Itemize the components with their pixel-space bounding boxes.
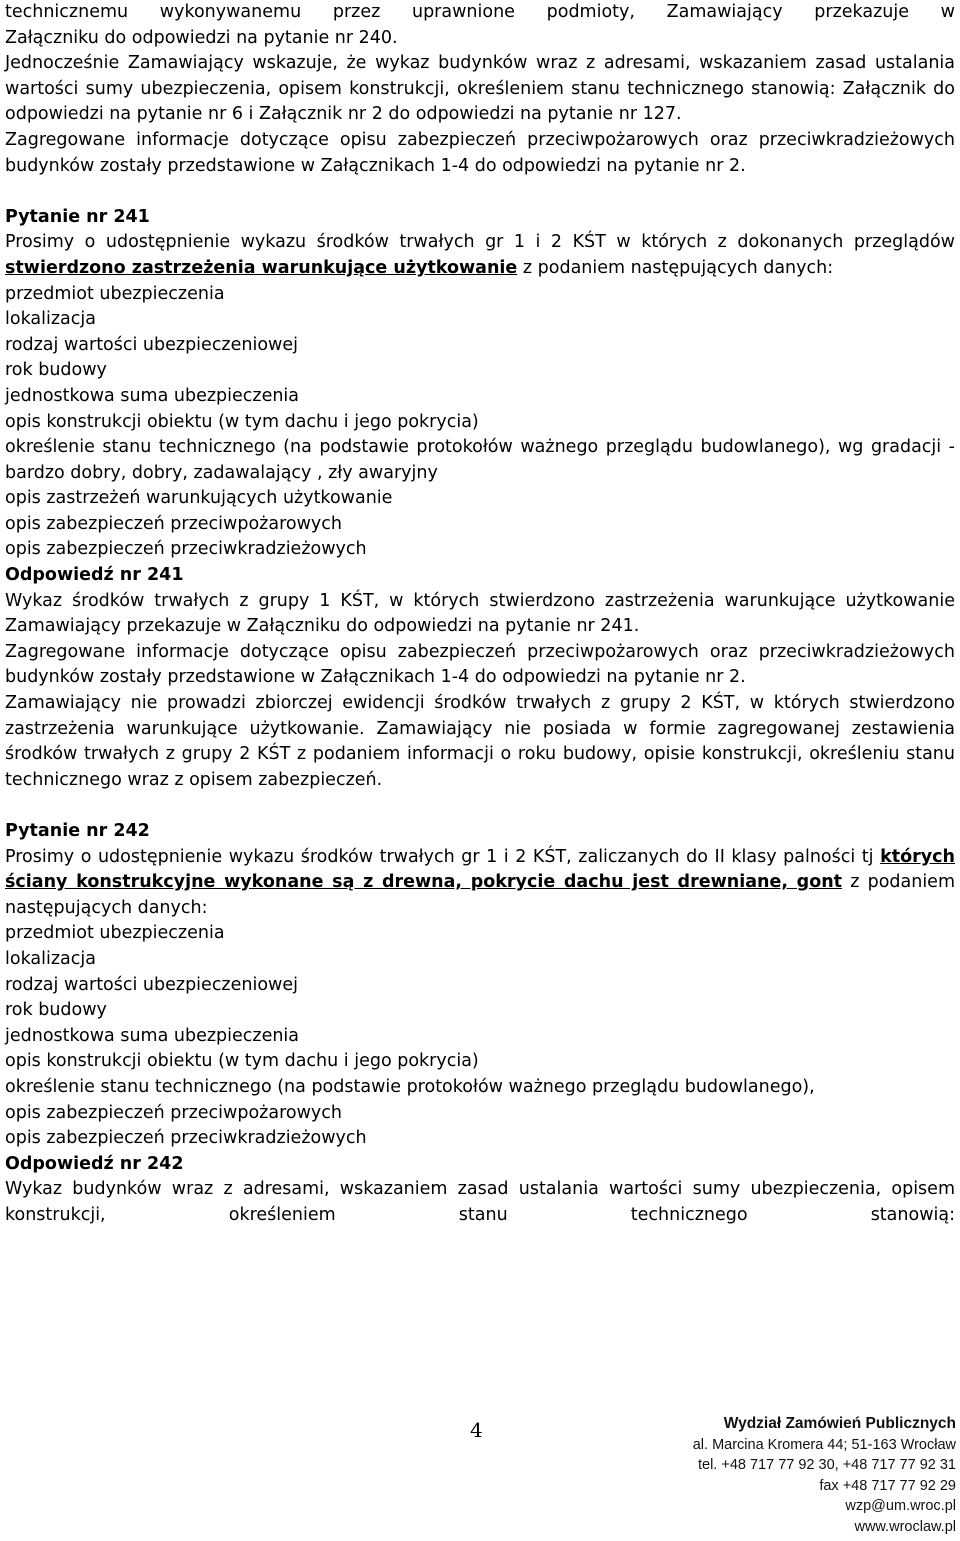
list-item: rok budowy <box>5 360 107 381</box>
document-page <box>5 0 955 1229</box>
list-item: przedmiot ubezpieczenia <box>5 283 225 304</box>
footer-address-block <box>693 1414 956 1538</box>
continuation-line-2: Załączniku do odpowiedzi na pytanie nr 240. <box>5 27 398 48</box>
answer-241-paragraph-3: Zamawiający nie prowadzi zbiorczej ewidencji środków trwałych z grupy 2 KŚT, w których stwierdzono zastrzeżenia warunkujące użytkowanie. Zamawiający nie posiada w formie zagregowanej zestawienia środków trwałych z grupy 2 KŚT z podaniem informacji o roku budowy, opisie konstrukcji, określeniu stanu technicznego wraz z opisem zabezpieczeń. <box>5 693 955 790</box>
list-item: lokalizacja <box>5 948 96 969</box>
list-item: jednostkowa suma ubezpieczenia <box>5 385 300 406</box>
list-item: rodzaj wartości ubezpieczeniowej <box>5 974 298 995</box>
answer-242-paragraph-1: Wykaz budynków wraz z adresami, wskazaniem zasad ustalania wartości sumy ubezpieczenia, opisem konstrukcji, określeniem stanu technicznego stanowią: <box>5 1179 955 1225</box>
paragraph-attachments: Jednocześnie Zamawiający wskazuje, że wykaz budynków wraz z adresami, wskazaniem zasad ustalania wartości sumy ubezpieczenia, opisem konstrukcji, określeniem stanu technicznego stanowią: Załącznik do odpowiedzi na pytanie nr 6 i Załącznik nr 2 do odpowiedzi na pytanie nr 127. <box>5 53 955 125</box>
question-242-intro-text: Prosimy o udostępnienie wykazu środków trwałych gr 1 i 2 KŚT, zaliczanych do II klasy palności tj <box>5 846 874 867</box>
list-item: rodzaj wartości ubezpieczeniowej <box>5 334 298 355</box>
answer-241-paragraph-2: Zagregowane informacje dotyczące opisu zabezpieczeń przeciwpożarowych oraz przeciwkradzieżowych budynków zostały przedstawione w Załącznikach 1-4 do odpowiedzi na pytanie nr 2. <box>5 641 955 688</box>
answer-242-heading: Odpowiedź nr 242 <box>5 1153 184 1174</box>
question-241-emphasis: stwierdzono zastrzeżenia warunkujące użytkowanie <box>5 257 518 278</box>
question-242-heading: Pytanie nr 242 <box>5 821 150 841</box>
question-242-intro-tail: z podaniem następujących danych: <box>5 872 955 918</box>
question-241-intro-tail: z podaniem następujących danych: <box>522 257 834 278</box>
list-item: opis konstrukcji obiektu (w tym dachu i jego pokrycia) <box>5 1051 479 1072</box>
footer-email: wzp@um.wroc.pl <box>845 1498 956 1515</box>
question-242-emphasis: których ściany konstrukcyjne wykonane są z drewna, pokrycie dachu jest drewniane, gont <box>5 846 955 893</box>
list-item: opis zabezpieczeń przeciwkradzieżowych <box>5 1128 367 1149</box>
paragraph-aggregated-info: Zagregowane informacje dotyczące opisu zabezpieczeń przeciwpożarowych oraz przeciwkradzieżowych budynków zostały przedstawione w Załącznikach 1-4 do odpowiedzi na pytanie nr 2. <box>5 129 955 176</box>
list-item: opis zabezpieczeń przeciwkradzieżowych <box>5 539 367 560</box>
list-item: rok budowy <box>5 1000 107 1021</box>
footer-fax: fax +48 717 77 92 29 <box>819 1477 956 1494</box>
answer-241-paragraph-1: Wykaz środków trwałych z grupy 1 KŚT, w których stwierdzono zastrzeżenia warunkujące użytkowanie Zamawiający przekazuje w Załączniku do odpowiedzi na pytanie nr 241. <box>5 590 955 637</box>
list-item: opis zastrzeżeń warunkujących użytkowanie <box>5 488 393 509</box>
footer-title: Wydział Zamówień Publicznych <box>723 1415 956 1432</box>
list-item: lokalizacja <box>5 309 96 330</box>
footer-phone: tel. +48 717 77 92 30, +48 717 77 92 31 <box>697 1457 956 1474</box>
answer-241-heading: Odpowiedź nr 241 <box>5 565 184 586</box>
question-242-intro <box>5 845 955 922</box>
list-item-tech-state: określenie stanu technicznego (na podstawie protokołów ważnego przeglądu budowlanego), <box>5 1076 815 1097</box>
question-241-heading: Pytanie nr 241 <box>5 206 150 227</box>
list-item: opis zabezpieczeń przeciwpożarowych <box>5 1102 342 1123</box>
footer-address: al. Marcina Kromera 44; 51-163 Wrocław <box>692 1436 956 1453</box>
footer-website: www.wroclaw.pl <box>854 1518 956 1535</box>
continuation-line-1: technicznemu wykonywanemu przez uprawnione podmioty, Zamawiający przekazuje w <box>5 2 955 22</box>
list-item: jednostkowa suma ubezpieczenia <box>5 1025 300 1046</box>
list-item: przedmiot ubezpieczenia <box>5 923 225 944</box>
page-number: 4 <box>470 1418 483 1442</box>
question-241-intro <box>5 230 955 281</box>
list-item-tech-state: określenie stanu technicznego (na podstawie protokołów ważnego przeglądu budowlanego), wg gradacji - bardzo dobry, dobry, zadawalający , zły awaryjny <box>5 437 955 483</box>
list-item: opis konstrukcji obiektu (w tym dachu i jego pokrycia) <box>5 411 479 432</box>
list-item: opis zabezpieczeń przeciwpożarowych <box>5 513 342 534</box>
question-241-intro-text: Prosimy o udostępnienie wykazu środków trwałych gr 1 i 2 KŚT w których z dokonanych przeglądów <box>5 232 955 253</box>
